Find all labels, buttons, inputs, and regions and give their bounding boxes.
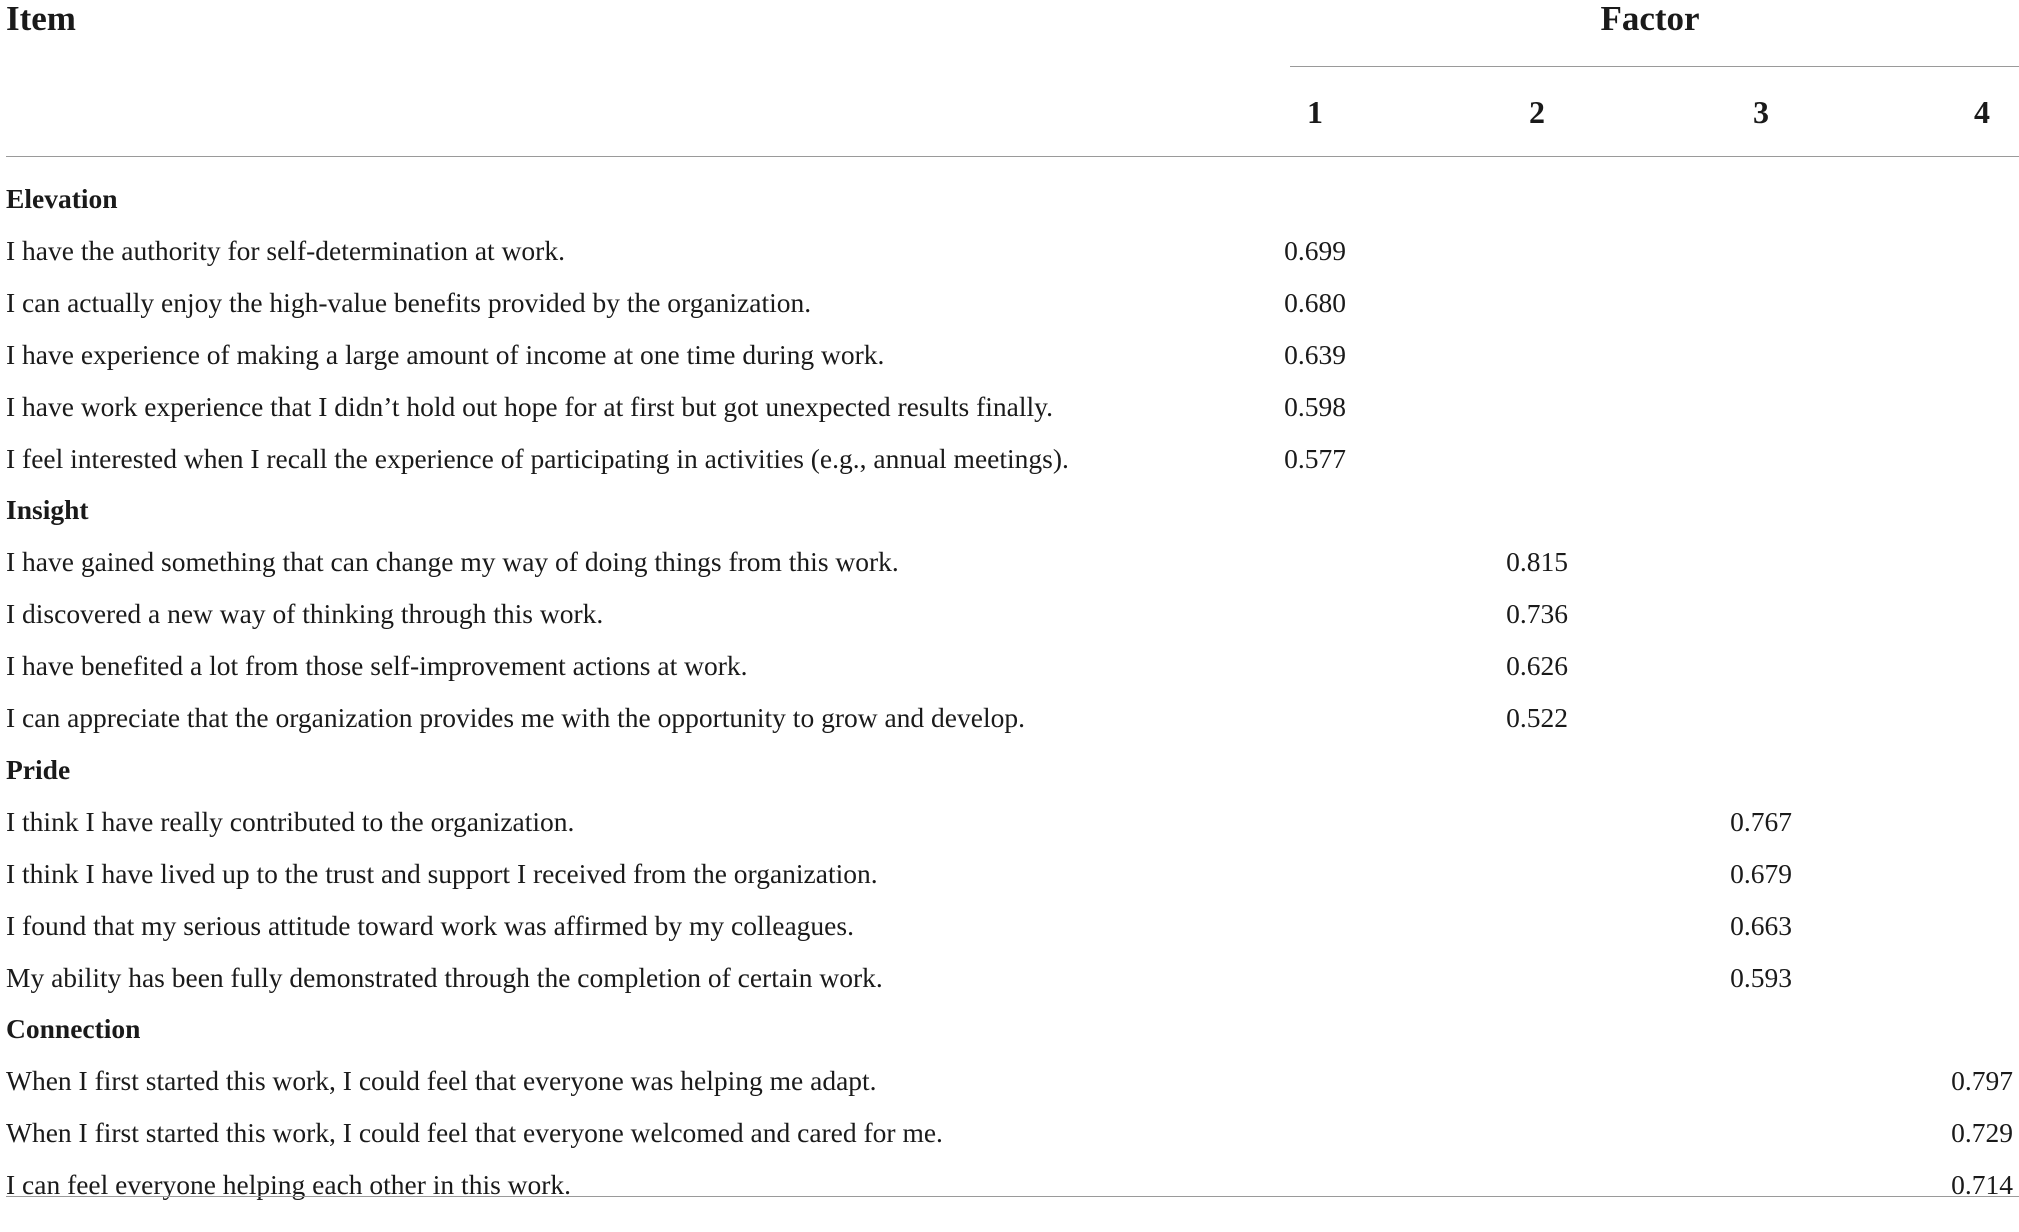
factor-4-header: 4 (1974, 94, 1990, 130)
item-label: I discovered a new way of thinking through this work. (6, 598, 604, 630)
loading-value: 0.797 (1951, 1065, 2013, 1097)
table-row (0, 387, 2019, 439)
item-label: I think I have lived up to the trust and support I received from the organization. (6, 857, 878, 889)
item-label: I found that my serious attitude toward work was affirmed by my colleagues. (6, 909, 854, 941)
header-divider (6, 156, 2019, 157)
loading-value: 0.639 (1284, 338, 1346, 370)
item-label: I have work experience that I didn’t hold out hope for at first but got unexpected results finally. (6, 390, 1053, 422)
table-row (0, 646, 2019, 698)
loading-value: 0.522 (1506, 702, 1568, 733)
table-row (0, 1061, 2019, 1113)
section-label: Elevation (6, 183, 118, 214)
loading-value: 0.593 (1730, 961, 1792, 993)
loading-value: 0.577 (1284, 442, 1346, 474)
table-row (0, 594, 2019, 646)
item-label: I can actually enjoy the high-value benefits provided by the organization. (6, 286, 812, 318)
loading-value: 0.679 (1730, 857, 1792, 889)
table-row (0, 802, 2019, 854)
item-label: When I first started this work, I could feel that everyone was helping me adapt. (6, 1065, 877, 1097)
loading-value: 0.729 (1951, 1117, 2013, 1149)
item-label: I have the authority for self-determination at work. (6, 234, 565, 266)
item-label: I have benefited a lot from those self-improvement actions at work. (6, 650, 748, 682)
item-label: I have gained something that can change my way of doing things from this work. (6, 546, 899, 578)
section-header-row (0, 490, 2019, 542)
table-row (0, 1113, 2019, 1165)
table-row (0, 1165, 2019, 1217)
table-row (0, 698, 2019, 750)
loading-value: 0.767 (1730, 805, 1792, 837)
table-row (0, 283, 2019, 335)
table-row (0, 335, 2019, 387)
loading-value: 0.714 (1951, 1169, 2013, 1201)
factor-column-header: Factor (1600, 0, 1700, 38)
section-header-row (0, 1009, 2019, 1061)
loading-value: 0.626 (1506, 650, 1568, 682)
section-header-row (0, 750, 2019, 802)
loading-value: 0.815 (1506, 546, 1568, 578)
item-label: I have experience of making a large amount of income at one time during work. (6, 338, 885, 370)
section-label: Insight (6, 494, 89, 526)
item-label: I think I have really contributed to the organization. (6, 805, 575, 837)
table-row (0, 958, 2019, 1010)
item-label: When I first started this work, I could feel that everyone welcomed and cared for me. (6, 1117, 943, 1149)
loading-value: 0.699 (1284, 234, 1346, 266)
table-bottom-rule (6, 1196, 2019, 1197)
item-label: I can feel everyone helping each other in this work. (6, 1169, 572, 1201)
loading-value: 0.680 (1284, 286, 1346, 318)
item-label: I feel interested when I recall the experience of participating in activities (e.g., annual meetings). (6, 442, 1069, 474)
factor-3-header: 3 (1753, 94, 1769, 130)
factor-2-header: 2 (1529, 94, 1545, 130)
section-label: Pride (6, 753, 71, 785)
item-label: My ability has been fully demonstrated through the completion of certain work. (6, 961, 883, 993)
table-row (0, 231, 2019, 283)
item-column-header: Item (6, 0, 76, 38)
table-row (0, 439, 2019, 491)
factor-divider (1290, 66, 2019, 67)
factor-1-header: 1 (1307, 94, 1323, 130)
table-row (0, 906, 2019, 958)
loading-value: 0.736 (1506, 598, 1568, 630)
loading-value: 0.663 (1730, 909, 1792, 941)
table-row (0, 854, 2019, 906)
section-label: Connection (6, 1013, 141, 1045)
item-label: I can appreciate that the organization provides me with the opportunity to grow and develop. (6, 702, 1025, 733)
section-header-row (0, 179, 2019, 231)
table-row (0, 542, 2019, 594)
loading-value: 0.598 (1284, 390, 1346, 422)
